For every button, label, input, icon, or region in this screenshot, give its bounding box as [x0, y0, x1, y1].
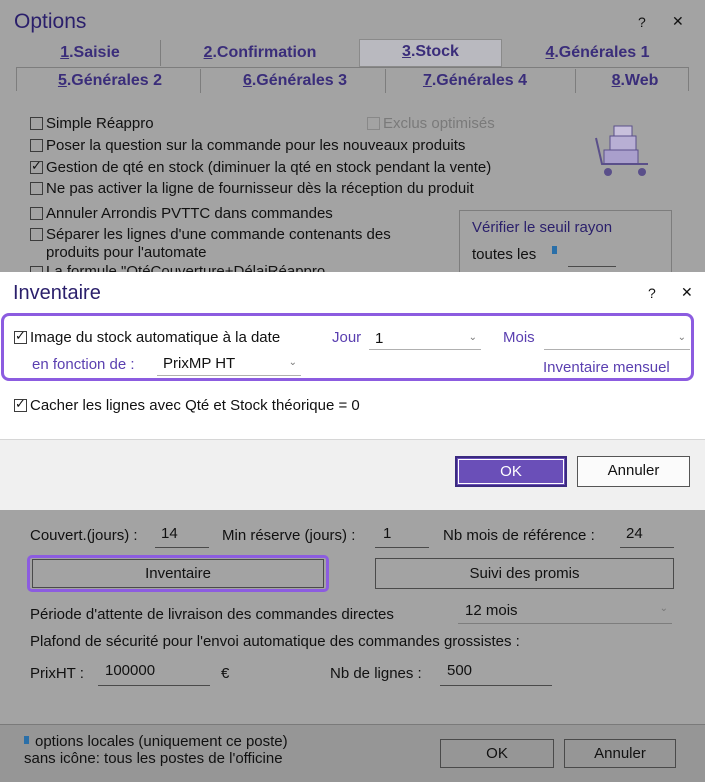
prixht-value: 100000: [105, 662, 156, 679]
local-option-icon: [24, 736, 29, 744]
cacher-lignes-label: Cacher les lignes avec Qté et Stock théorique = 0: [30, 397, 360, 414]
local-option-icon: [552, 246, 557, 254]
tab-separator: [200, 69, 201, 93]
nb-mois-label: Nb mois de référence :: [443, 527, 595, 544]
gestion-qte-checkbox[interactable]: [30, 161, 43, 174]
stock-cart-icon: [594, 122, 656, 182]
chevron-down-icon: ⌄: [677, 332, 686, 343]
en-fonction-value: PrixMP HT: [163, 355, 236, 372]
tab-row-divider: [16, 67, 689, 68]
jour-select[interactable]: [369, 326, 481, 350]
separer-lignes-checkbox[interactable]: [30, 228, 43, 241]
inventaire-close-button[interactable]: ✕: [681, 284, 693, 300]
options-help-button[interactable]: ?: [638, 14, 646, 30]
periode-label: Période d'attente de livraison des commandes directes: [30, 606, 394, 623]
inventaire-cancel-button[interactable]: Annuler: [577, 456, 690, 487]
tab-separator: [16, 67, 17, 91]
periode-value: 12 mois: [465, 602, 518, 619]
plafond-label: Plafond de sécurité pour l'envoi automatique des commandes grossistes :: [30, 633, 520, 650]
inventaire-help-button[interactable]: ?: [648, 285, 656, 301]
nb-lignes-value: 500: [447, 662, 473, 679]
tab-generales-1[interactable]: 4.Générales 1: [545, 44, 650, 61]
jour-label: Jour: [332, 329, 362, 346]
cacher-lignes-checkbox[interactable]: [14, 399, 27, 412]
chevron-down-icon: ⌄: [659, 603, 668, 614]
mois-label: Mois: [503, 329, 535, 346]
options-close-button[interactable]: ✕: [672, 13, 684, 29]
nb-lignes-label: Nb de lignes :: [330, 665, 422, 682]
image-stock-label: Image du stock automatique à la date: [30, 329, 281, 346]
seuil-rayon-label: toutes les: [472, 246, 537, 263]
poser-question-checkbox[interactable]: [30, 139, 43, 152]
nb-lignes-input[interactable]: [440, 660, 552, 686]
tab-generales-3[interactable]: 6.Générales 3: [242, 72, 348, 89]
min-reserve-label: Min réserve (jours) :: [222, 527, 356, 544]
simple-reappro-label: Simple Réappro: [46, 115, 154, 132]
couvert-label: Couvert.(jours) :: [30, 527, 138, 544]
tab-confirmation[interactable]: 2.Confirmation: [203, 44, 317, 61]
tab-generales-2[interactable]: 5.Générales 2: [57, 72, 163, 89]
seuil-rayon-input[interactable]: [568, 245, 616, 267]
nb-mois-input[interactable]: [620, 523, 674, 548]
periode-select[interactable]: [458, 599, 672, 624]
chevron-down-icon: ⌄: [468, 332, 477, 343]
tab-separator: [575, 69, 576, 93]
tab-saisie[interactable]: 1.Saisie: [60, 44, 120, 61]
image-stock-checkbox[interactable]: [14, 331, 27, 344]
en-fonction-label: en fonction de :: [32, 356, 135, 373]
annuler-arrondis-label: Annuler Arrondis PVTTC dans commandes: [46, 205, 333, 222]
separer-lignes-label: Séparer les lignes d'une commande contenants des: [46, 226, 391, 243]
tab-separator: [385, 69, 386, 93]
separer-lignes-label-2: produits pour l'automate: [46, 244, 207, 261]
euro-unit: €: [221, 665, 230, 682]
couvert-value: 14: [161, 525, 178, 542]
min-reserve-value: 1: [383, 525, 392, 542]
inventaire-dialog: [0, 272, 705, 510]
mois-select[interactable]: [544, 326, 690, 350]
exclus-optimises-label: Exclus optimisés: [383, 115, 495, 132]
en-fonction-select[interactable]: [157, 352, 301, 376]
ne-pas-activer-checkbox[interactable]: [30, 182, 43, 195]
options-title: Options: [14, 10, 87, 33]
poser-question-label: Poser la question sur la commande pour les nouveaux produits: [46, 137, 466, 154]
seuil-rayon-title: Vérifier le seuil rayon: [472, 219, 613, 236]
options-ok-button[interactable]: OK: [440, 739, 554, 768]
jour-value: 1: [375, 330, 384, 347]
annuler-arrondis-checkbox[interactable]: [30, 207, 43, 220]
footer-note-local: options locales (uniquement ce poste): [35, 733, 288, 750]
inventaire-ok-button[interactable]: OK: [455, 456, 567, 487]
inventaire-button[interactable]: Inventaire: [32, 559, 324, 588]
couvert-input[interactable]: [155, 523, 209, 548]
inventaire-title: Inventaire: [13, 282, 101, 304]
footer-note-all: sans icône: tous les postes de l'officine: [24, 750, 283, 767]
ne-pas-activer-label: Ne pas activer la ligne de fournisseur dès la réception du produit: [46, 180, 474, 197]
prixht-input[interactable]: [98, 660, 210, 686]
tab-separator: [688, 67, 689, 91]
min-reserve-input[interactable]: [375, 523, 429, 548]
options-cancel-button[interactable]: Annuler: [564, 739, 676, 768]
exclus-optimises-checkbox: [367, 117, 380, 130]
tab-web[interactable]: 8.Web: [611, 72, 659, 89]
nb-mois-value: 24: [626, 525, 643, 542]
simple-reappro-checkbox[interactable]: [30, 117, 43, 130]
tab-separator: [160, 40, 161, 66]
gestion-qte-label: Gestion de qté en stock (diminuer la qté en stock pendant la vente): [46, 159, 492, 176]
inventaire-footer: [0, 439, 705, 510]
tab-stock[interactable]: 3.Stock: [359, 39, 502, 67]
inventaire-mensuel-label: Inventaire mensuel: [543, 359, 670, 376]
chevron-down-icon: ⌄: [288, 357, 297, 368]
suivi-promis-button[interactable]: Suivi des promis: [375, 558, 674, 589]
tab-generales-4[interactable]: 7.Générales 4: [422, 72, 528, 89]
prixht-label: PrixHT :: [30, 665, 84, 682]
